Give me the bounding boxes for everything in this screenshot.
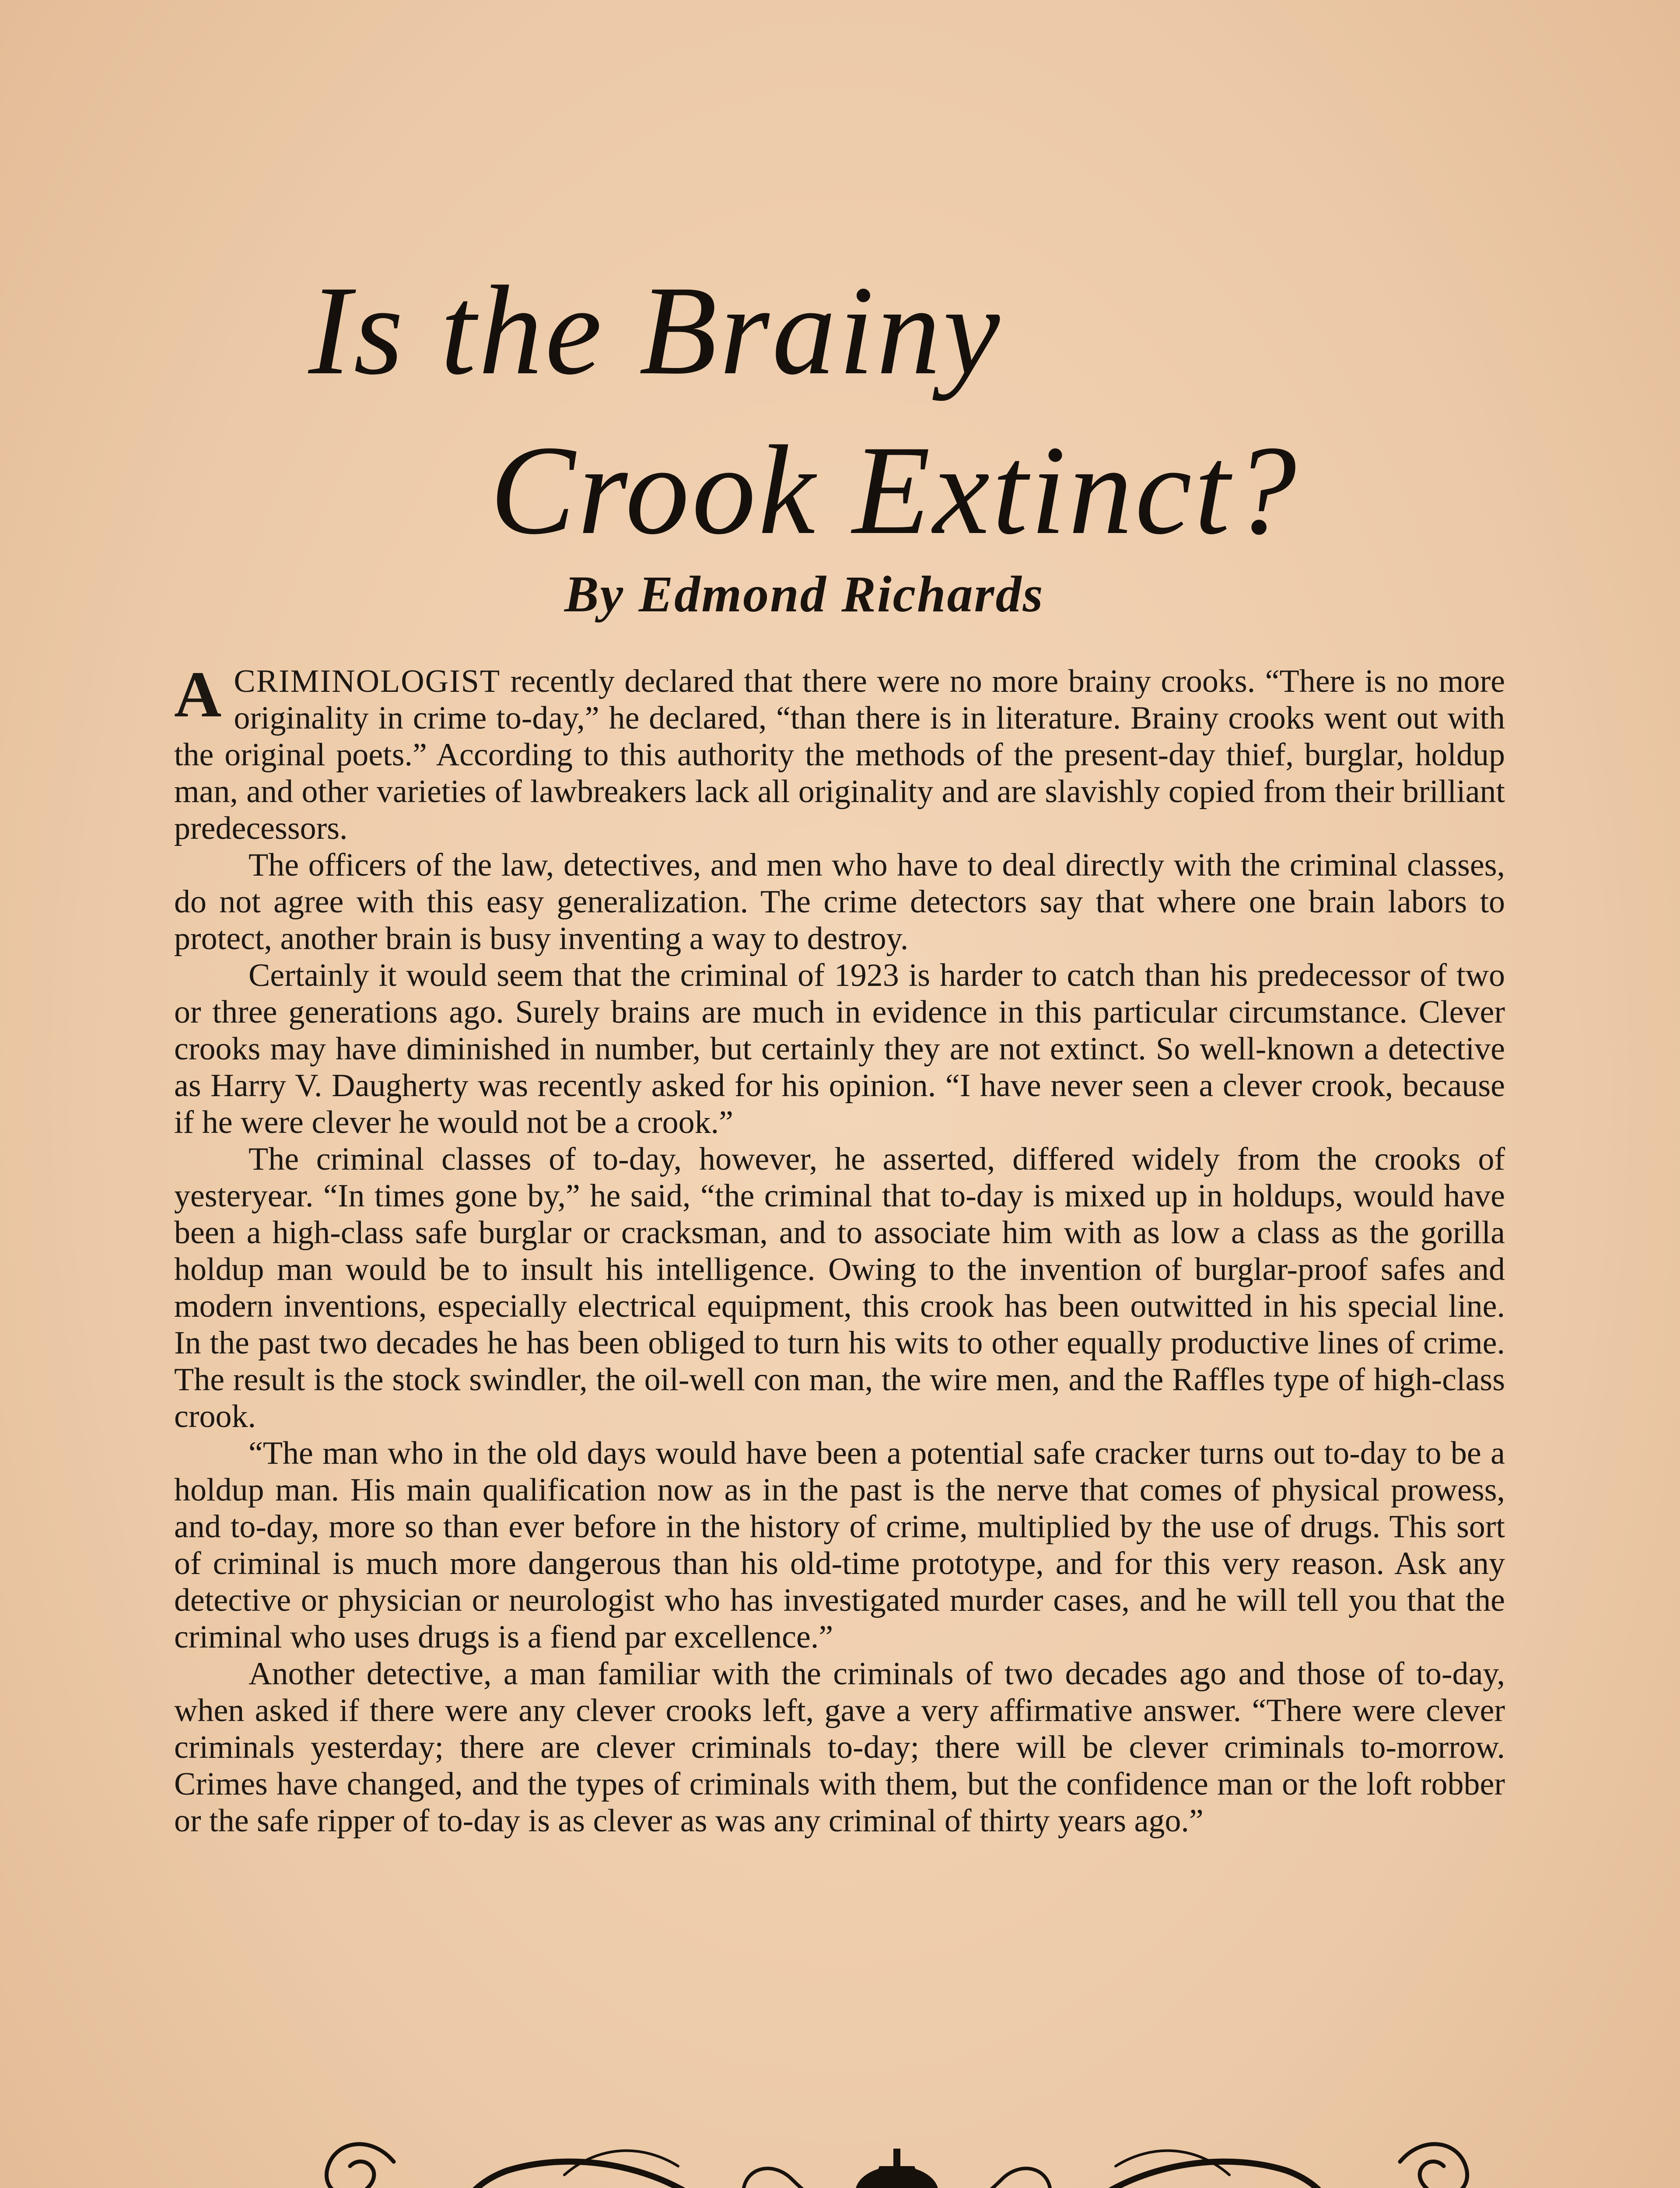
paragraph-2: The officers of the law, detectives, and men who have to deal directly with the criminal classes, do not agree with this easy generalization. The crime detectors say that where one brain labors to protect, another brain is busy inventing a way to destroy. xyxy=(174,847,1505,957)
drop-cap: A xyxy=(174,658,222,731)
article-title-line-1: Is the Brainy xyxy=(308,260,1003,401)
paragraph-3: Certainly it would seem that the criminal of 1923 is harder to catch than his predecessor of two or three generations ago. Surely brains are much in evidence in this particular circumstance. Clever crooks may have diminished in number, but certainly they are not extinct. So well-known a detective as Harry V. Daugherty was recently asked for his opinion. “I have never seen a clever crook, because if he were clever he would not be a crook.” xyxy=(174,957,1505,1140)
paragraph-1-text: recently declared that there were no more brainy crooks. “There is no more originality in crime to-day,” he declared, “than there is in literature. Brainy crooks went out with the original poets.” According to this authority the methods of the present-day thief, burglar, holdup man, and other varieties of lawbreakers lack all originality and are slavishly copied from their brilliant predecessors. xyxy=(174,663,1505,846)
decorative-acorn-scroll-ornament xyxy=(302,2118,1492,2188)
lead-in: CRIMINOLOGIST xyxy=(234,663,501,699)
byline: By Edmond Richards xyxy=(564,565,1044,623)
paragraph-6: Another detective, a man familiar with the criminals of two decades ago and those of to-day, when asked if there were any clever crooks left, gave a very affirmative answer. “There were clever criminals yesterday; there are clever criminals to-day; there will be clever criminals to-morrow. Crimes have changed, and the types of criminals with them, but the confidence man or the loft robber or the safe ripper of to-day is as clever as was any criminal of thirty years ago.” xyxy=(174,1656,1505,1839)
paragraph-1 xyxy=(174,658,1505,847)
paragraph-4: The criminal classes of to-day, however, he asserted, differed widely from the crooks of yesteryear. “In times gone by,” he said, “the criminal that to-day is mixed up in holdups, would have been a high-class safe burglar or cracksman, and to associate him with as low a class as the gorilla holdup man would be to insult his intelligence. Owing to the invention of burglar-proof safes and modern inventions, especially electrical equipment, this crook has been outwitted in his special line. In the past two decades he has been obliged to turn his wits to other equally productive lines of crime. The result is the stock swindler, the oil-well con man, the wire men, and the Raffles type of high-class crook. xyxy=(174,1141,1505,1434)
article-body xyxy=(174,658,1505,1839)
article-title-line-2: Crook Extinct? xyxy=(490,420,1299,561)
paragraph-5: “The man who in the old days would have been a potential safe cracker turns out to-day to be a holdup man. His main qualification now as in the past is the nerve that comes of physical prowess, and to-day, more so than ever before in the history of crime, multiplied by the use of drugs. This sort of criminal is much more dangerous than his old-time prototype, and for this very reason. Ask any detective or physician or neurologist who has investigated murder cases, and he will tell you that the criminal who uses drugs is a fiend par excellence.” xyxy=(174,1435,1505,1655)
